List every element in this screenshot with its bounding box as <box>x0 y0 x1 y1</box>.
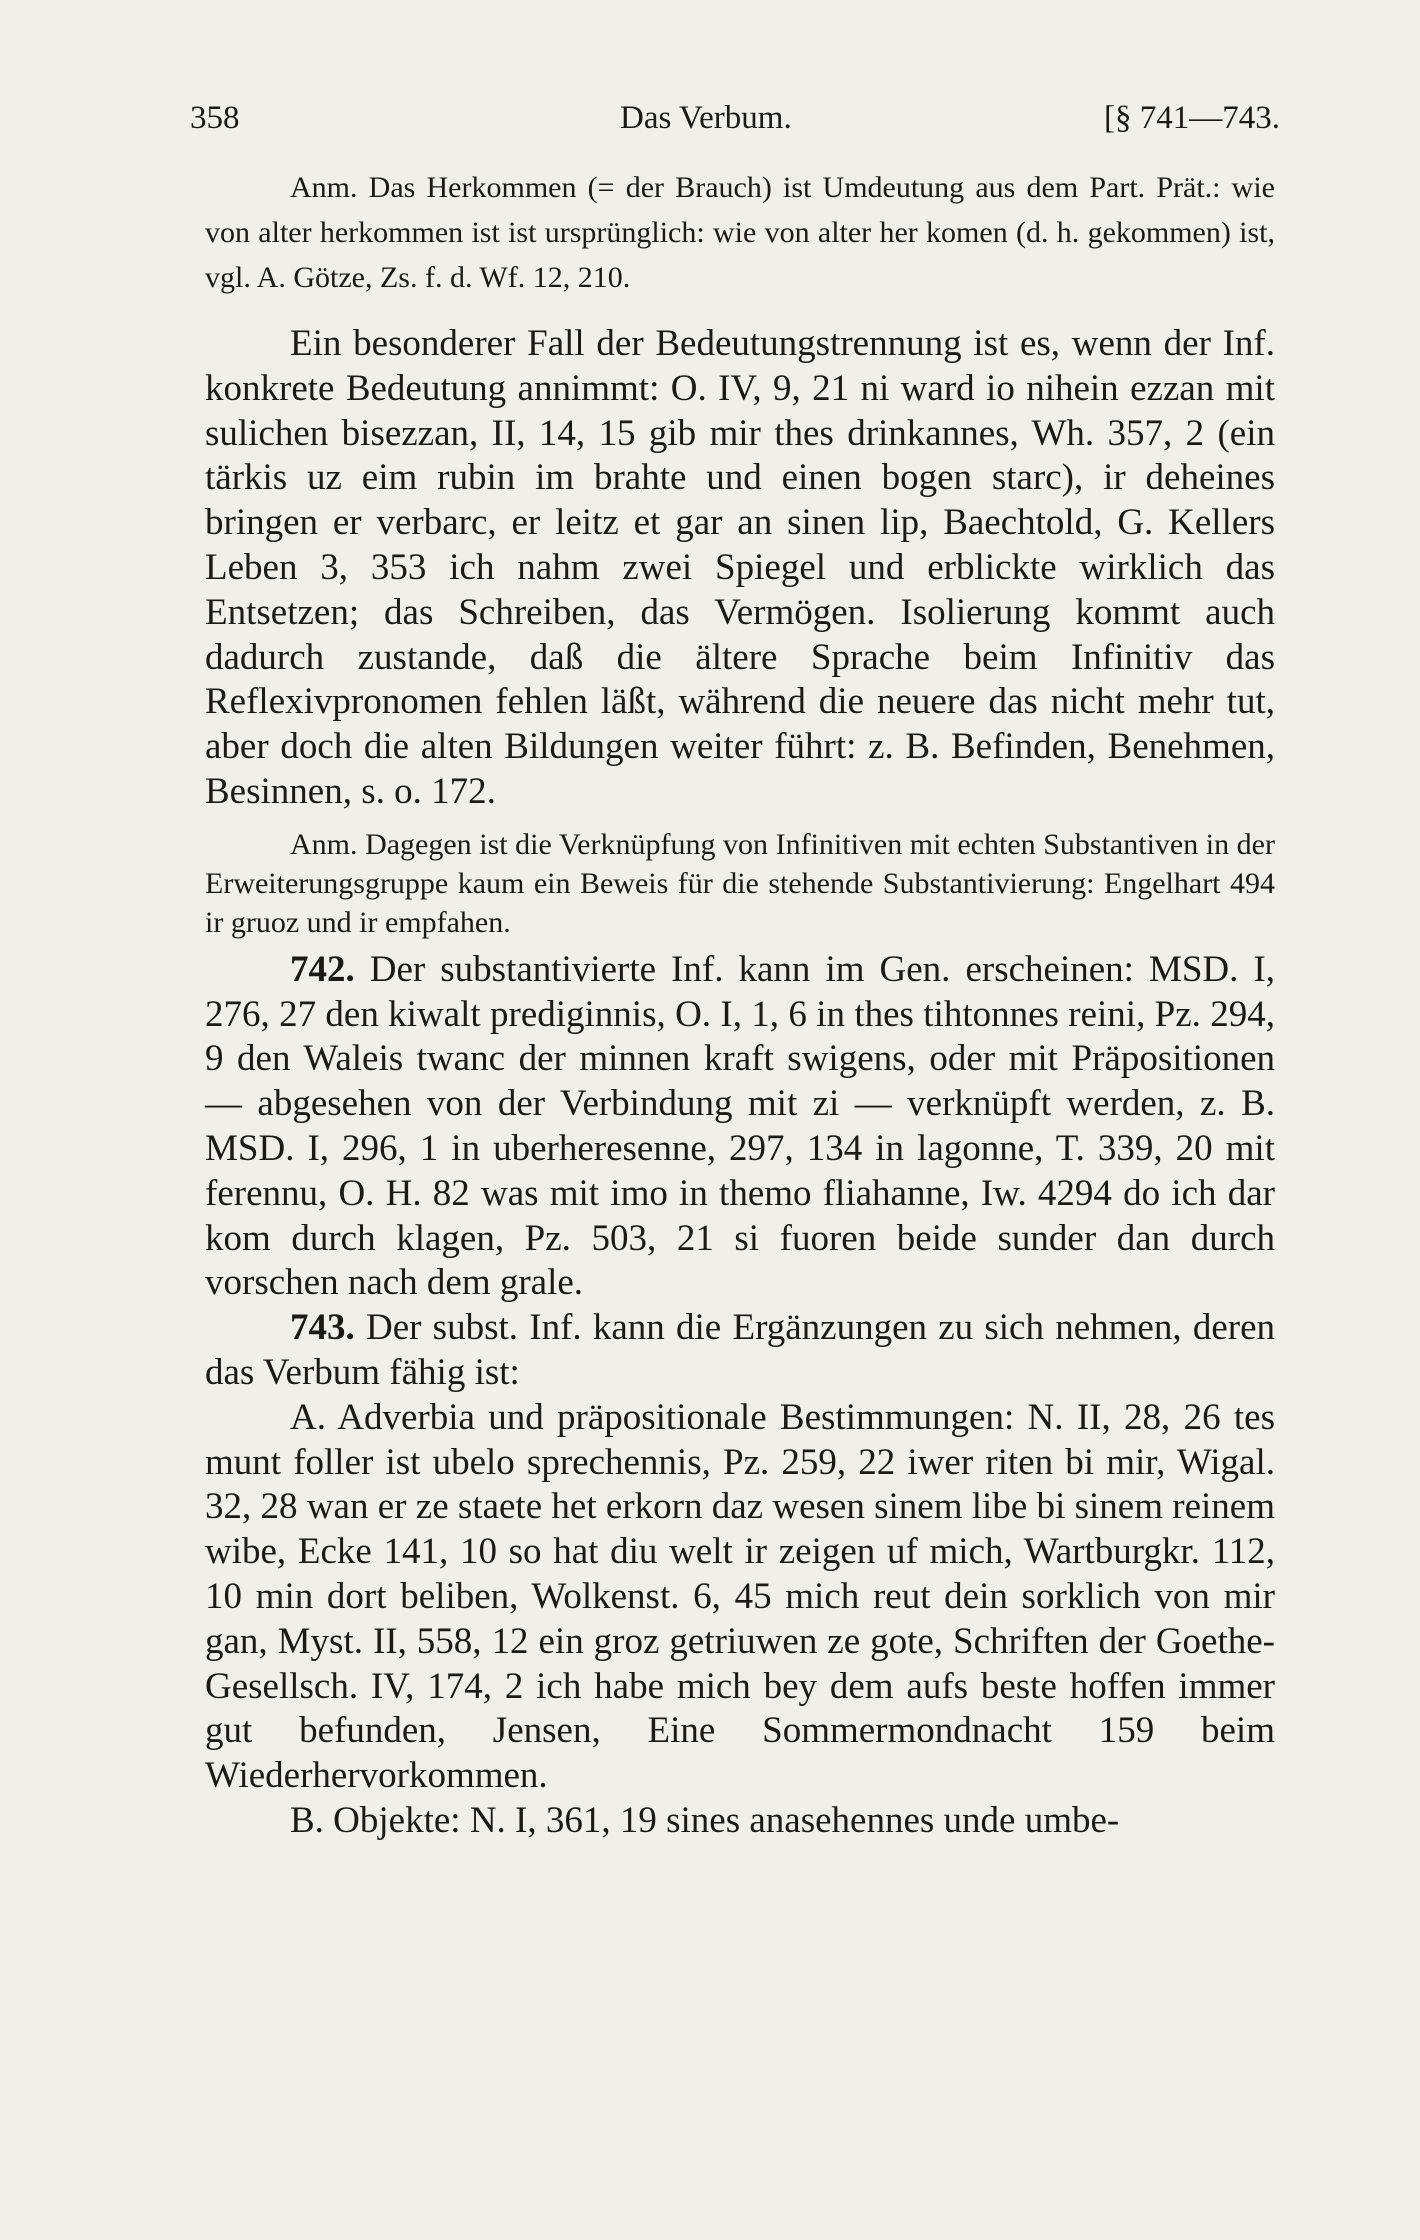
page-number: 358 <box>190 100 240 136</box>
subparagraph-b: B. Objekte: N. I, 361, 19 sines anasehennes unde umbe- <box>290 1799 1120 1841</box>
section-number: 742. <box>290 948 355 990</box>
section-text: Der subst. Inf. kann die Ergänzungen zu sich nehmen, deren das Verbum fähig ist: <box>205 1307 1275 1393</box>
running-header <box>190 100 1280 150</box>
section-number: 743. <box>290 1307 355 1349</box>
section-742 <box>205 948 1275 1306</box>
subparagraph-a: A. Adverbia und präpositionale Bestimmungen: N. II, 28, 26 tes munt foller ist ubelo sprechennis, Pz. 259, 22 iwer riten bi mir, Wigal. 32, 28 wan er ze staete het erkorn daz wesen sinem libe bi sinem reinem wibe, Ecke 141, 10 so hat diu welt ir zeigen uf mich, Wartburgkr. 112, 10 min dort beliben, Wolkenst. 6, 45 mich reut dein sorklich von mir gan, Myst. II, 558, 12 ein groz getriuwen ze gote, Schriften der Goethe-Gesellsch. IV, 174, 2 ich habe mich bey dem aufs beste hoffen immer gut befunden, Jensen, Eine Sommermondnacht 159 beim Wiederhervorkommen. <box>205 1396 1275 1797</box>
page-body <box>205 165 1275 1844</box>
section-743 <box>205 1306 1275 1396</box>
section-text: Der substantivierte Inf. kann im Gen. erscheinen: MSD. I, 276, 27 den kiwalt prediginnis, O. I, 1, 6 in thes tihtonnes reini, Pz. 294, 9 den Waleis twanc der minnen kraft swigens, oder mit Präpositionen — abgesehen von der Verbindung mit zi — verknüpft werden, z. B. MSD. I, 296, 1 in uberheresenne, 297, 134 in lagonne, T. 339, 20 mit ferennu, O. H. 82 was mit imo in themo fliahanne, Iw. 4294 do ich dar kom durch klagen, Pz. 503, 21 si fuoren beide sunder dan durch vorschen nach dem grale. <box>205 948 1275 1304</box>
section-range: [§ 741—743. <box>1104 100 1280 136</box>
running-title: Das Verbum. <box>620 100 792 136</box>
annotation-note: Anm. Das Herkommen (= der Brauch) ist Umdeutung aus dem Part. Prät.: wie von alter herkommen ist ist ursprünglich: wie von alter her komen (d. h. gekommen) ist, vgl. A. Götze, Zs. f. d. Wf. 12, 210. <box>205 171 1275 294</box>
body-paragraph: Ein besonderer Fall der Bedeutungstrennung ist es, wenn der Inf. konkrete Bedeutung annimmt: O. IV, 9, 21 ni ward io nihein ezzan mit sulichen bisezzan, II, 14, 15 gib mir thes drinkannes, Wh. 357, 2 (ein tärkis uz eim rubin im brahte und einen bogen starc), ir deheines bringen er verbarc, er leitz et gar an sinen lip, Baechtold, G. Kellers Leben 3, 353 ich nahm zwei Spiegel und erblickte wirklich das Entsetzen; das Schreiben, das Vermögen. Isolierung kommt auch dadurch zustande, daß die ältere Sprache beim Infinitiv das Reflexivpronomen fehlen läßt, während die neuere das nicht mehr tut, aber doch die alten Bildungen weiter führt: z. B. Befinden, Benehmen, Besinnen, s. o. 172. <box>205 323 1275 812</box>
annotation-note: Anm. Dagegen ist die Verknüpfung von Infinitiven mit echten Substantiven in der Erweiterungsgruppe kaum ein Beweis für die stehende Substantivierung: Engelhart 494 ir gruoz und ir empfahen. <box>205 827 1275 939</box>
